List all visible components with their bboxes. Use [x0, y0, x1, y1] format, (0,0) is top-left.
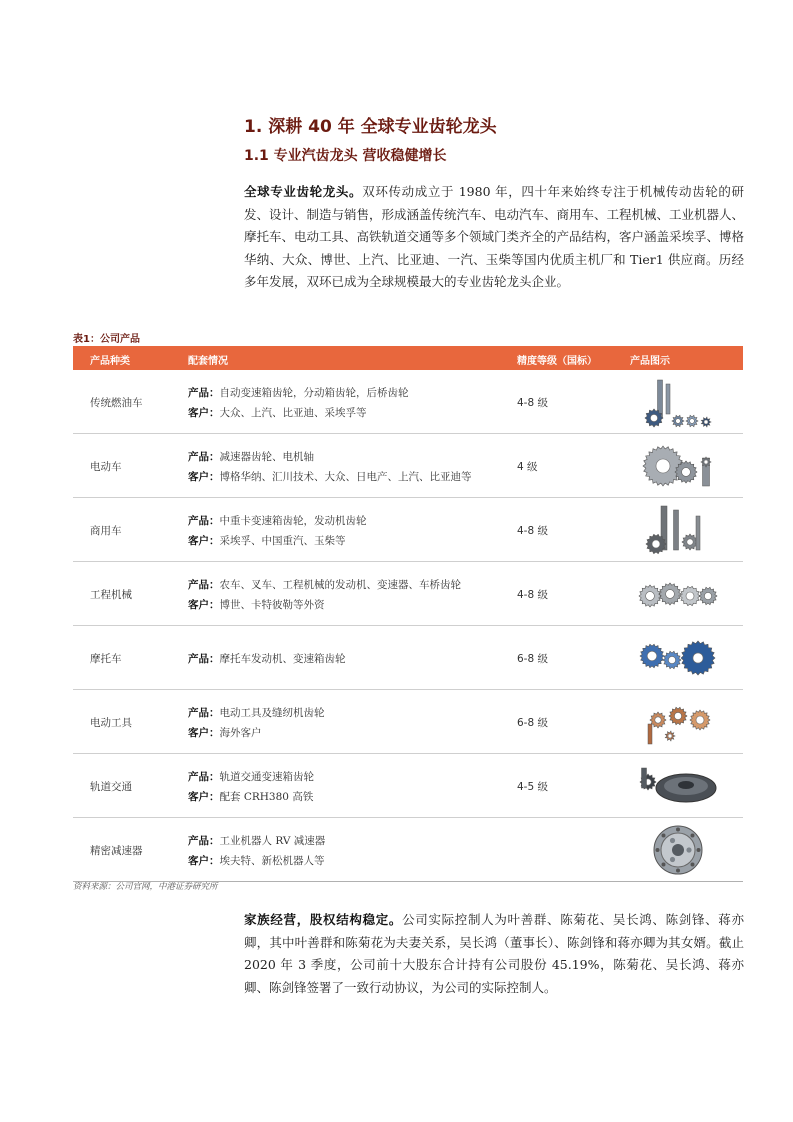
product-line	[188, 383, 409, 403]
row-type: 电动工具	[90, 717, 132, 729]
row-desc	[188, 383, 409, 423]
table-row	[73, 434, 743, 498]
header-type: 产品种类	[90, 356, 130, 367]
customer-line	[188, 723, 325, 743]
product-value: 轨道交通变速箱齿轮	[219, 771, 314, 783]
product-line	[188, 831, 325, 851]
truck-gear-image	[628, 502, 728, 557]
table-row	[73, 626, 743, 690]
reducer-gear-image	[628, 438, 728, 493]
product-label: 产品：	[188, 771, 220, 783]
intro-lead: 全球专业齿轮龙头。	[244, 184, 363, 199]
row-grade: 4-5 级	[517, 781, 548, 793]
customer-label: 客户：	[188, 599, 220, 611]
product-line	[188, 649, 346, 669]
customer-value: 大众、上汽、比亚迪、采埃孚等	[219, 407, 367, 419]
row-desc	[188, 649, 346, 669]
customer-line	[188, 531, 367, 551]
table-row	[73, 754, 743, 818]
product-value: 摩托车发动机、变速箱齿轮	[219, 653, 346, 665]
row-desc	[188, 767, 314, 807]
intro-text: 双环传动成立于 1980 年，四十年来始终专注于机械传动齿轮的研发、设计、制造与销售，形成涵盖传统汽车、电动汽车、商用车、工程机械、工业机器人、摩托车、电动工具、高铁轨道交通等多个领域门类齐全的产品结构，客户涵盖采埃孚、博格华纳、大众、博世、上汽、比亚迪、一汽、玉柴等国内优质主机厂和 Tier1 供应商。历经多年发展，双环已成为全球规模最大的专业齿轮龙头企业。	[244, 184, 745, 289]
customer-label: 客户：	[188, 855, 220, 867]
product-value: 自动变速箱齿轮，分动箱齿轮，后桥齿轮	[219, 387, 409, 399]
customer-line	[188, 787, 314, 807]
customer-value: 博格华纳、汇川技术、大众、日电产、上汽、比亚迪等	[219, 471, 472, 483]
header-image: 产品图示	[630, 356, 670, 367]
customer-line	[188, 595, 461, 615]
product-value: 减速器齿轮、电机轴	[219, 451, 314, 463]
table-row	[73, 370, 743, 434]
ownership-lead: 家族经营，股权结构稳定。	[244, 912, 403, 927]
customer-label: 客户：	[188, 535, 220, 547]
customer-line	[188, 851, 325, 871]
row-type: 工程机械	[90, 589, 132, 601]
customer-line	[188, 403, 409, 423]
product-value: 电动工具及缝纫机齿轮	[219, 707, 325, 719]
row-grade: 4 级	[517, 461, 538, 473]
row-type: 电动车	[90, 461, 122, 473]
customer-label: 客户：	[188, 791, 220, 803]
table-row	[73, 690, 743, 754]
table-row	[73, 498, 743, 562]
product-label: 产品：	[188, 835, 220, 847]
table-row	[73, 818, 743, 882]
row-desc	[188, 831, 325, 871]
table-source: 资料来源：公司官网，中港证券研究所	[73, 882, 218, 892]
customer-value: 采埃孚、中国重汽、玉柴等	[219, 535, 346, 547]
product-label: 产品：	[188, 707, 220, 719]
customer-label: 客户：	[188, 727, 220, 739]
customer-value: 配套 CRH380 高铁	[219, 791, 314, 803]
ownership-text: 公司实际控制人为叶善群、陈菊花、吴长鸿、陈剑锋、蒋亦卿，其中叶善群和陈菊花为夫妻关系，吴长鸿（董事长）、陈剑锋和蒋亦卿为其女婿。截止 2020 年 3 季度，公司前十大股东合计持有公司股份 45.19%，陈菊花、吴长鸿、蒋亦卿、陈剑锋签署了一致行动协议，为公司的实际控制人。	[244, 912, 744, 995]
customer-label: 客户：	[188, 471, 220, 483]
table-row	[73, 562, 743, 626]
product-label: 产品：	[188, 387, 220, 399]
row-grade: 4-8 级	[517, 525, 548, 537]
table-header	[73, 346, 743, 370]
gear-shaft-set-image	[628, 374, 728, 429]
header-grade: 精度等级（国标）	[517, 356, 597, 367]
product-label: 产品：	[188, 653, 220, 665]
product-line	[188, 447, 472, 467]
header-desc: 配套情况	[188, 356, 228, 367]
row-type: 摩托车	[90, 653, 122, 665]
row-type: 精密减速器	[90, 845, 143, 857]
machinery-gear-image	[628, 566, 728, 621]
customer-value: 埃夫特、新松机器人等	[219, 855, 325, 867]
intro-paragraph	[244, 181, 744, 294]
subsection-heading: 1.1 专业汽齿龙头 营收稳健增长	[244, 148, 447, 164]
row-desc	[188, 511, 367, 551]
customer-label: 客户：	[188, 407, 220, 419]
row-grade: 4-8 级	[517, 589, 548, 601]
table-caption: 表1：公司产品	[73, 334, 140, 345]
row-desc	[188, 447, 472, 487]
row-grade: 6-8 级	[517, 717, 548, 729]
rail-gear-image	[628, 758, 728, 813]
product-label: 产品：	[188, 515, 220, 527]
rv-reducer-image	[628, 822, 728, 877]
row-desc	[188, 575, 461, 615]
row-grade: 6-8 级	[517, 653, 548, 665]
product-value: 农车、叉车、工程机械的发动机、变速器、车桥齿轮	[219, 579, 461, 591]
ownership-paragraph	[244, 909, 744, 999]
section-heading: 1. 深耕 40 年 全球专业齿轮龙头	[244, 117, 497, 137]
motorcycle-gear-image	[628, 630, 728, 685]
product-value: 中重卡变速箱齿轮，发动机齿轮	[219, 515, 367, 527]
customer-value: 博世、卡特彼勒等外资	[219, 599, 325, 611]
customer-line	[188, 467, 472, 487]
row-grade: 4-8 级	[517, 397, 548, 409]
product-label: 产品：	[188, 579, 220, 591]
row-type: 商用车	[90, 525, 122, 537]
tool-gear-image	[628, 694, 728, 749]
product-line	[188, 703, 325, 723]
product-line	[188, 511, 367, 531]
product-line	[188, 575, 461, 595]
row-type: 传统燃油车	[90, 397, 143, 409]
row-type: 轨道交通	[90, 781, 132, 793]
table-body	[73, 370, 743, 882]
customer-value: 海外客户	[219, 727, 262, 739]
product-label: 产品：	[188, 451, 220, 463]
product-table	[73, 346, 743, 882]
row-desc	[188, 703, 325, 743]
product-line	[188, 767, 314, 787]
product-value: 工业机器人 RV 减速器	[219, 835, 326, 847]
